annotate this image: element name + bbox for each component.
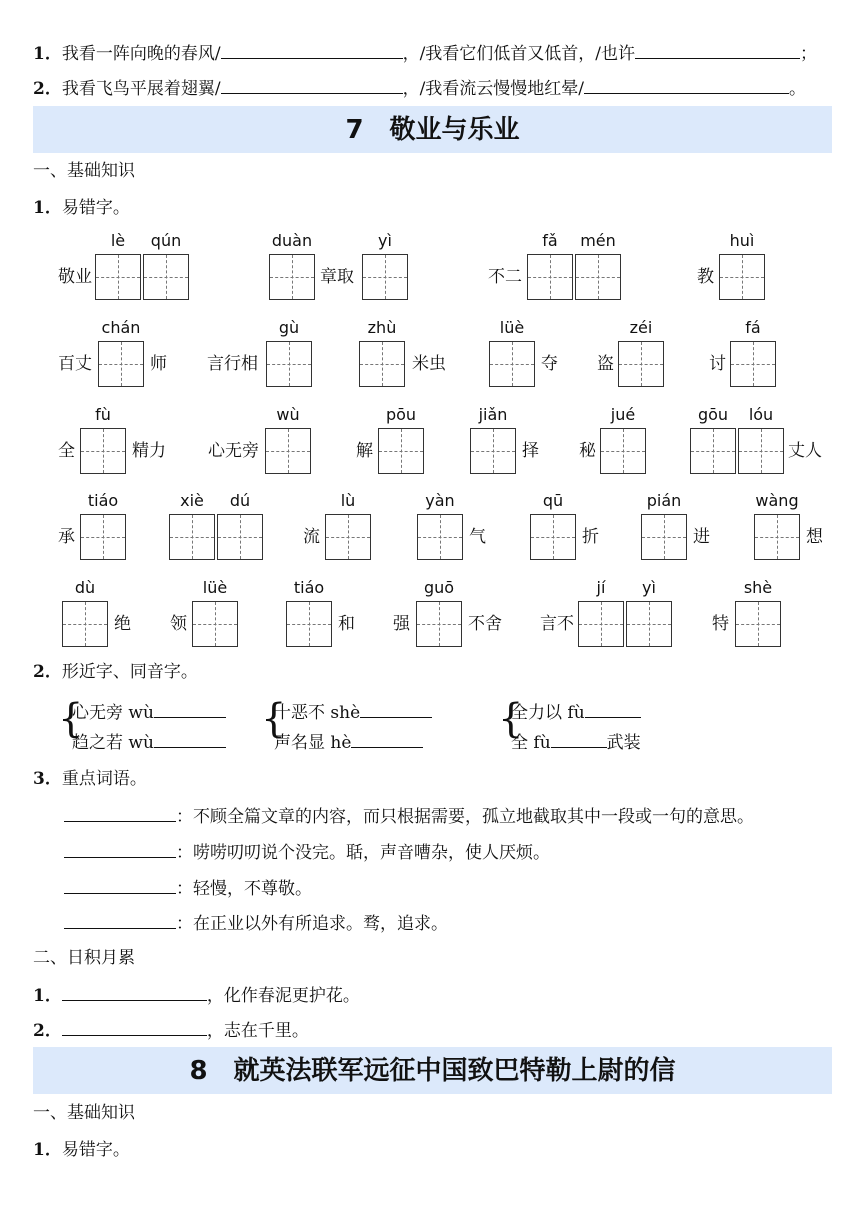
word-fragment: 敬业: [58, 267, 92, 287]
pinyin-label: qū: [542, 491, 564, 510]
tianzige-box[interactable]: [618, 341, 664, 387]
tianzige-box[interactable]: [578, 601, 624, 647]
tianzige-box[interactable]: [325, 514, 371, 560]
pinyin-label: jí: [596, 578, 606, 597]
term-row: ：唠唠叨叨说个没完。聒，声音嘈杂，使人厌烦。: [64, 841, 550, 864]
word-fragment: 想: [806, 527, 823, 547]
pinyin-label: wù: [276, 405, 300, 424]
word-fragment: 流: [303, 527, 320, 547]
brace: {: [261, 696, 287, 742]
tianzige-box[interactable]: [416, 601, 462, 647]
pinyin-label: xiè: [180, 491, 204, 510]
answer-blank[interactable]: [154, 701, 226, 718]
pinyin-label: gōu: [697, 405, 729, 424]
tianzige-box[interactable]: [530, 514, 576, 560]
answer-blank[interactable]: [64, 912, 176, 929]
pinyin-label: dù: [74, 578, 96, 597]
tianzige-box[interactable]: [641, 514, 687, 560]
word-fragment: 折: [582, 527, 599, 547]
answer-blank[interactable]: [221, 42, 403, 59]
word-fragment: 言不: [540, 614, 574, 634]
answer-blank[interactable]: [635, 42, 800, 59]
pinyin-label: yì: [642, 578, 656, 597]
pinyin-label: zhù: [367, 318, 397, 337]
pinyin-label: fǎ: [542, 231, 558, 250]
pinyin-label: fá: [745, 318, 761, 337]
pinyin-label: yàn: [425, 491, 455, 510]
pinyin-label: shè: [743, 578, 773, 597]
pinyin-label: yì: [378, 231, 392, 250]
poem-line-1: 1．我看一阵向晚的春风/ ，/我看它们低首又低首，/也许 ；: [33, 44, 818, 64]
word-fragment: 领: [170, 614, 187, 634]
tianzige-box[interactable]: [217, 514, 263, 560]
word-fragment: 承: [58, 527, 75, 547]
question-3: 3．重点词语。: [33, 769, 147, 789]
tianzige-box[interactable]: [169, 514, 215, 560]
pinyin-label: jiǎn: [478, 405, 508, 424]
pinyin-label: zéi: [629, 318, 653, 337]
tianzige-box[interactable]: [378, 428, 424, 474]
tianzige-box[interactable]: [269, 254, 315, 300]
pinyin-label: qún: [150, 231, 182, 250]
tianzige-box[interactable]: [62, 601, 108, 647]
group-1-item-a: 心无旁 wù: [72, 701, 226, 724]
word-fragment: 讨: [709, 354, 726, 374]
pinyin-label: wàng: [755, 491, 799, 510]
part-heading: 二、日积月累: [33, 948, 135, 968]
pinyin-label: lè: [110, 231, 126, 250]
question-1: 1．易错字。: [33, 1140, 130, 1160]
tianzige-box[interactable]: [470, 428, 516, 474]
answer-blank[interactable]: [64, 841, 176, 858]
tianzige-box[interactable]: [80, 514, 126, 560]
group-1-item-b: 趋之若 wù: [72, 731, 226, 754]
tianzige-box[interactable]: [690, 428, 736, 474]
word-fragment: 强: [393, 614, 410, 634]
term-row: ：在正业以外有所追求。骛，追求。: [64, 912, 448, 935]
pinyin-label: pōu: [385, 405, 417, 424]
tianzige-box[interactable]: [362, 254, 408, 300]
word-fragment: 进: [693, 527, 710, 547]
pinyin-label: huì: [729, 231, 755, 250]
word-fragment: 丈人: [788, 441, 822, 461]
answer-blank[interactable]: [62, 1019, 207, 1036]
question-1: 1．易错字。: [33, 198, 130, 218]
term-row: ：轻慢，不尊敬。: [64, 877, 312, 900]
tianzige-box[interactable]: [626, 601, 672, 647]
tianzige-box[interactable]: [80, 428, 126, 474]
poem-line-2: 2．我看飞鸟平展着翅翼/ ，/我看流云慢慢地红晕/ 。: [33, 79, 807, 99]
word-fragment: 解: [356, 441, 373, 461]
tianzige-box[interactable]: [735, 601, 781, 647]
pinyin-label: chán: [101, 318, 141, 337]
tianzige-box[interactable]: [265, 428, 311, 474]
group-3-item-a: 全力以 fù: [511, 701, 641, 724]
tianzige-box[interactable]: [527, 254, 573, 300]
tianzige-box[interactable]: [719, 254, 765, 300]
tianzige-box[interactable]: [95, 254, 141, 300]
term-row: ：不顾全篇文章的内容，而只根据需要，孤立地截取其中一段或一句的意思。: [64, 805, 754, 828]
pinyin-label: gù: [278, 318, 300, 337]
brace: {: [498, 696, 524, 742]
tianzige-box[interactable]: [600, 428, 646, 474]
word-fragment: 气: [469, 527, 486, 547]
tianzige-box[interactable]: [143, 254, 189, 300]
pinyin-label: dú: [229, 491, 251, 510]
group-2-item-a: 十恶不 shè: [274, 701, 432, 724]
word-fragment: 心无旁: [208, 441, 259, 461]
answer-blank[interactable]: [221, 77, 403, 94]
part-heading: 一、基础知识: [33, 1103, 135, 1123]
pinyin-label: fù: [95, 405, 111, 424]
tianzige-box[interactable]: [192, 601, 238, 647]
word-fragment: 言行相: [207, 354, 258, 374]
pinyin-label: lüè: [202, 578, 228, 597]
word-fragment: 百丈: [58, 354, 92, 374]
tianzige-box[interactable]: [738, 428, 784, 474]
tianzige-box[interactable]: [575, 254, 621, 300]
group-3-item-b: 全 fù 武装: [511, 733, 641, 753]
word-fragment: 章取: [320, 267, 354, 287]
tianzige-box[interactable]: [359, 341, 405, 387]
answer-blank[interactable]: [585, 701, 641, 718]
answer-blank[interactable]: [154, 731, 226, 748]
answer-blank[interactable]: [360, 701, 432, 718]
word-fragment: 特: [712, 614, 729, 634]
section-7-banner: [33, 106, 832, 153]
pinyin-label: jué: [610, 405, 636, 424]
pinyin-label: tiáo: [87, 491, 119, 510]
tianzige-box[interactable]: [417, 514, 463, 560]
answer-blank[interactable]: [64, 877, 176, 894]
group-2-item-b: 声名显 hè: [274, 731, 423, 754]
word-fragment: 全: [58, 441, 75, 461]
accumulate-1: 1． ，化作春泥更护花。: [33, 986, 360, 1006]
tianzige-box[interactable]: [754, 514, 800, 560]
question-2: 2．形近字、同音字。: [33, 662, 198, 682]
word-fragment: 师: [150, 354, 167, 374]
word-fragment: 教: [697, 267, 714, 287]
part-heading: 一、基础知识: [33, 161, 135, 181]
word-fragment: 精力: [132, 441, 166, 461]
word-fragment: 绝: [114, 614, 131, 634]
brace: {: [58, 696, 84, 742]
accumulate-2: 2． ，志在千里。: [33, 1021, 309, 1041]
word-fragment: 不舍: [468, 614, 502, 634]
word-fragment: 盗: [597, 354, 614, 374]
tianzige-box[interactable]: [266, 341, 312, 387]
tianzige-box[interactable]: [730, 341, 776, 387]
answer-blank[interactable]: [351, 731, 423, 748]
word-fragment: 秘: [579, 441, 596, 461]
pinyin-label: lóu: [748, 405, 774, 424]
pinyin-label: lüè: [499, 318, 525, 337]
answer-blank[interactable]: [62, 984, 207, 1001]
answer-blank[interactable]: [584, 77, 789, 94]
tianzige-box[interactable]: [98, 341, 144, 387]
word-fragment: 夺: [541, 354, 558, 374]
word-fragment: 择: [522, 441, 539, 461]
word-fragment: 不二: [488, 267, 522, 287]
pinyin-label: guō: [423, 578, 455, 597]
word-fragment: 和: [338, 614, 355, 634]
pinyin-label: mén: [580, 231, 616, 250]
section-8-banner: [33, 1047, 832, 1094]
pinyin-label: duàn: [271, 231, 313, 250]
section-8-title: 8 就英法联军远征中国致巴特勒上尉的信: [189, 1056, 676, 1086]
word-fragment: 米虫: [412, 354, 446, 374]
tianzige-box[interactable]: [286, 601, 332, 647]
section-7-title: 7 敬业与乐业: [345, 115, 520, 145]
answer-blank[interactable]: [551, 731, 607, 748]
pinyin-label: tiáo: [293, 578, 325, 597]
pinyin-label: lù: [340, 491, 356, 510]
answer-blank[interactable]: [64, 805, 176, 822]
tianzige-box[interactable]: [489, 341, 535, 387]
pinyin-label: pián: [646, 491, 682, 510]
